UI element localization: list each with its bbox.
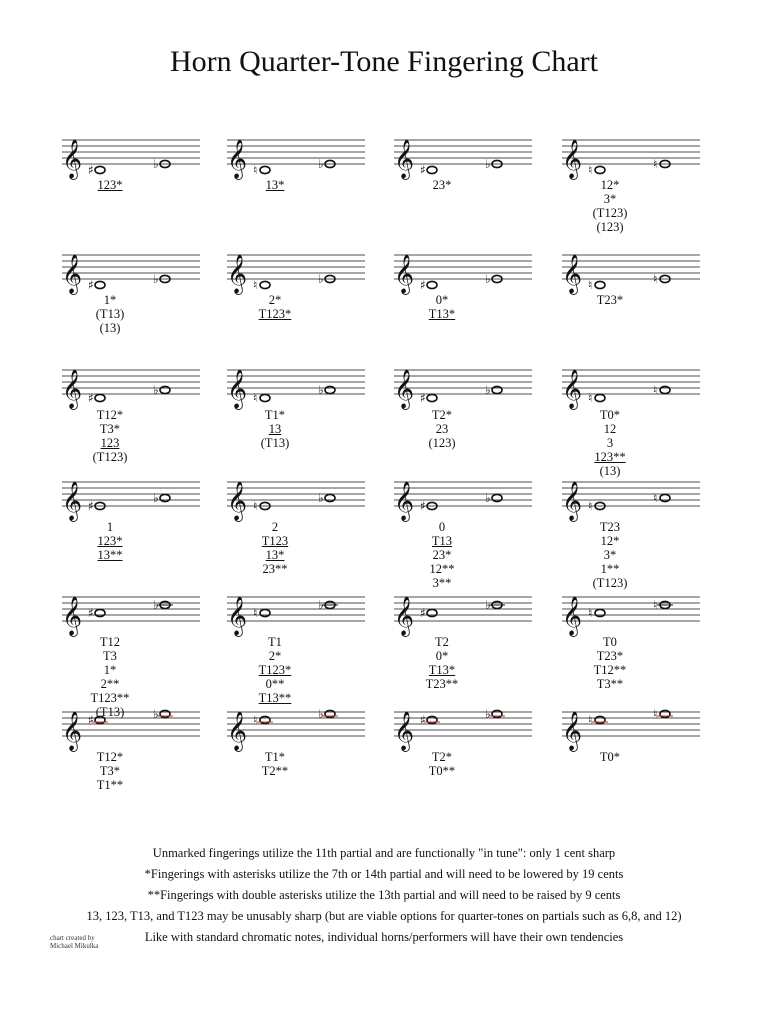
fingering-cell	[500, 128, 670, 258]
fingering: (T123)	[592, 206, 628, 220]
fingering: T3**	[596, 677, 624, 691]
fingering: 3*	[603, 192, 617, 206]
fingering: T23*	[596, 649, 624, 663]
fingering-list	[560, 293, 660, 307]
accidental-icon: ♭	[153, 707, 159, 721]
fingering: T123*	[258, 663, 292, 677]
fingering: (T13)	[260, 436, 290, 450]
treble-clef-icon: 𝄞	[62, 711, 83, 751]
fingering-cell	[0, 470, 170, 600]
fingering: T2*	[431, 408, 453, 422]
treble-clef-icon: 𝄞	[62, 481, 83, 521]
accidental-icon: ♭	[318, 383, 324, 397]
accidental-icon: ♯	[88, 278, 94, 292]
fingering-list	[60, 408, 160, 464]
treble-clef-icon: 𝄞	[394, 254, 415, 294]
accidental-icon: ♯	[88, 391, 94, 405]
accidental-icon: ♮	[253, 606, 258, 620]
fingering: 2	[271, 520, 279, 534]
credit-line: chart created by	[50, 934, 95, 942]
treble-clef-icon: 𝄞	[394, 139, 415, 179]
fingering-list	[225, 178, 325, 192]
fingering: 123*	[97, 178, 123, 192]
fingering: 1*	[103, 293, 117, 307]
fingering: T2	[435, 635, 449, 649]
accidental-icon: ♯	[88, 163, 94, 177]
accidental-icon: ♭	[318, 491, 324, 505]
fingering: 123*	[97, 534, 123, 548]
fingering: T23	[599, 520, 621, 534]
fingering: 13**	[97, 548, 123, 562]
fingering: 123**	[594, 450, 626, 464]
fingering: T0**	[428, 764, 456, 778]
accidental-icon: ♮	[253, 713, 258, 727]
treble-clef-icon: 𝄞	[562, 596, 583, 636]
fingering: (13)	[99, 321, 121, 335]
fingering-list	[225, 750, 325, 778]
fingering-list	[392, 520, 492, 590]
fingering: 23**	[262, 562, 288, 576]
fingering-list	[560, 750, 660, 764]
fingering-list	[225, 520, 325, 576]
note-head	[260, 716, 270, 723]
fingering-cell	[332, 358, 502, 488]
note-tendencies: Like with standard chromatic notes, individual horns/performers will have their own tendencies	[144, 930, 624, 944]
page-title: Horn Quarter-Tone Fingering Chart	[169, 45, 598, 78]
treble-clef-icon: 𝄞	[394, 596, 415, 636]
treble-clef-icon: 𝄞	[227, 369, 248, 409]
fingering-list	[60, 520, 160, 562]
fingering: T3	[103, 649, 117, 663]
fingering: 13	[268, 422, 282, 436]
fingering: T0*	[599, 408, 621, 422]
note-single-asterisk: *Fingerings with asterisks utilize the 7th or 14th partial and will need to be lowered by 19 cents	[144, 867, 624, 881]
fingering-cell	[500, 243, 670, 373]
note-head	[427, 166, 437, 173]
fingering: T13**	[258, 691, 292, 705]
note-head	[595, 166, 605, 173]
note-head	[427, 394, 437, 401]
fingering: T1**	[96, 778, 124, 792]
accidental-icon: ♮	[253, 391, 258, 405]
fingering: T123	[261, 534, 289, 548]
accidental-icon: ♯	[88, 713, 94, 727]
accidental-icon: ♮	[588, 278, 593, 292]
fingering-cell	[165, 243, 335, 373]
fingering-list	[392, 750, 492, 778]
fingering-list	[225, 408, 325, 450]
accidental-icon: ♭	[485, 491, 491, 505]
fingering-cell	[165, 470, 335, 600]
fingering-list	[560, 178, 660, 234]
accidental-icon: ♭	[153, 383, 159, 397]
note-head	[95, 716, 105, 723]
accidental-icon: ♮	[653, 157, 658, 171]
fingering-cell	[165, 358, 335, 488]
note-head	[595, 609, 605, 616]
fingering: T13*	[428, 307, 456, 321]
accidental-icon: ♯	[88, 499, 94, 513]
fingering: 0**	[265, 677, 285, 691]
fingering: T2*	[431, 750, 453, 764]
fingering-list	[225, 635, 325, 705]
note-head	[660, 494, 670, 501]
treble-clef-icon: 𝄞	[62, 369, 83, 409]
accidental-icon: ♭	[485, 272, 491, 286]
treble-clef-icon: 𝄞	[394, 481, 415, 521]
fingering-cell	[332, 243, 502, 373]
note-head	[260, 609, 270, 616]
note-head	[595, 394, 605, 401]
fingering: (T123)	[92, 450, 128, 464]
fingering: 0	[438, 520, 446, 534]
fingering-cell	[500, 470, 670, 600]
fingering: T123**	[90, 691, 130, 705]
credit	[50, 934, 98, 950]
fingering: 0*	[435, 649, 449, 663]
fingering-cell	[332, 470, 502, 600]
accidental-icon: ♮	[253, 499, 258, 513]
note-sharp-warning: 13, 123, T13, and T123 may be unusably sharp (but are viable options for quarter-tones on partials such as 6,8, and 12)	[86, 909, 682, 923]
fingering-list	[392, 635, 492, 691]
fingering: T0*	[599, 750, 621, 764]
accidental-icon: ♮	[588, 499, 593, 513]
treble-clef-icon: 𝄞	[62, 254, 83, 294]
accidental-icon: ♮	[653, 491, 658, 505]
note-head	[595, 281, 605, 288]
accidental-icon: ♯	[420, 499, 426, 513]
note-head	[427, 609, 437, 616]
fingering-cell	[165, 585, 335, 715]
note-head	[427, 281, 437, 288]
fingering-cell	[332, 700, 502, 830]
fingering: 3**	[432, 576, 452, 590]
fingering-cell	[332, 128, 502, 258]
fingering-list	[60, 750, 160, 792]
fingering-cell	[0, 700, 170, 830]
fingering-cell	[165, 128, 335, 258]
fingering: (123)	[596, 220, 624, 234]
fingering: 0*	[435, 293, 449, 307]
fingering: 1**	[600, 562, 620, 576]
accidental-icon: ♭	[485, 707, 491, 721]
treble-clef-icon: 𝄞	[227, 596, 248, 636]
accidental-icon: ♮	[253, 278, 258, 292]
fingering-list	[392, 178, 492, 192]
fingering: 2**	[100, 677, 120, 691]
fingering-list	[560, 520, 660, 590]
accidental-icon: ♮	[588, 606, 593, 620]
footnotes	[0, 843, 768, 948]
note-head	[260, 281, 270, 288]
treble-clef-icon: 𝄞	[562, 369, 583, 409]
fingering: (T13)	[95, 705, 125, 719]
treble-clef-icon: 𝄞	[394, 369, 415, 409]
fingering-cell	[165, 700, 335, 830]
note-head	[660, 386, 670, 393]
fingering: 23*	[432, 548, 452, 562]
accidental-icon: ♯	[420, 278, 426, 292]
fingering: T12*	[96, 750, 124, 764]
fingering: T13*	[428, 663, 456, 677]
note-head	[660, 710, 670, 717]
accidental-icon: ♮	[653, 598, 658, 612]
fingering: 13*	[265, 178, 285, 192]
fingering-list	[60, 178, 160, 192]
accidental-icon: ♯	[420, 391, 426, 405]
treble-clef-icon: 𝄞	[562, 711, 583, 751]
accidental-icon: ♯	[420, 713, 426, 727]
fingering: T12	[99, 635, 121, 649]
accidental-icon: ♮	[588, 163, 593, 177]
accidental-icon: ♮	[653, 383, 658, 397]
treble-clef-icon: 𝄞	[227, 481, 248, 521]
accidental-icon: ♮	[653, 272, 658, 286]
accidental-icon: ♮	[588, 713, 593, 727]
fingering: 12*	[600, 178, 620, 192]
accidental-icon: ♮	[253, 163, 258, 177]
fingering: 12	[603, 422, 617, 436]
fingering: T1*	[264, 750, 286, 764]
accidental-icon: ♭	[485, 157, 491, 171]
fingering-list	[225, 293, 325, 321]
fingering: T23*	[596, 293, 624, 307]
accidental-icon: ♭	[485, 598, 491, 612]
accidental-icon: ♭	[318, 598, 324, 612]
accidental-icon: ♭	[153, 598, 159, 612]
fingering-cell	[0, 585, 170, 719]
accidental-icon: ♮	[588, 391, 593, 405]
treble-clef-icon: 𝄞	[562, 139, 583, 179]
fingering: 1	[106, 520, 114, 534]
fingering: T12*	[96, 408, 124, 422]
treble-clef-icon: 𝄞	[227, 711, 248, 751]
fingering: 2*	[268, 293, 282, 307]
treble-clef-icon: 𝄞	[62, 596, 83, 636]
note-head	[95, 609, 105, 616]
fingering: 2*	[268, 649, 282, 663]
note-head	[595, 716, 605, 723]
accidental-icon: ♭	[485, 383, 491, 397]
fingering: 3	[606, 436, 614, 450]
note-head	[95, 166, 105, 173]
accidental-icon: ♭	[318, 707, 324, 721]
fingering: T13	[431, 534, 453, 548]
fingering: 123	[100, 436, 120, 450]
fingering-cell	[332, 585, 502, 715]
fingering: T12**	[593, 663, 627, 677]
fingering-cell	[0, 128, 170, 258]
fingering: 12*	[600, 534, 620, 548]
fingering: T1*	[264, 408, 286, 422]
fingering-cell	[500, 585, 670, 715]
accidental-icon: ♭	[153, 272, 159, 286]
treble-clef-icon: 𝄞	[227, 254, 248, 294]
fingering: 23*	[432, 178, 452, 192]
accidental-icon: ♮	[653, 707, 658, 721]
fingering-cell	[0, 358, 170, 488]
accidental-icon: ♯	[88, 606, 94, 620]
fingering-list	[60, 293, 160, 335]
fingering: (123)	[428, 436, 456, 450]
fingering-cell	[500, 358, 670, 488]
accidental-icon: ♯	[420, 606, 426, 620]
accidental-icon: ♭	[153, 491, 159, 505]
note-head	[260, 166, 270, 173]
accidental-icon: ♭	[318, 272, 324, 286]
note-head	[95, 394, 105, 401]
fingering: T0	[603, 635, 617, 649]
fingering: 23	[435, 422, 449, 436]
fingering: 13*	[265, 548, 285, 562]
fingering: T3*	[99, 764, 121, 778]
fingering: T23**	[425, 677, 459, 691]
fingering: 12**	[429, 562, 455, 576]
fingering: (13)	[599, 464, 621, 478]
treble-clef-icon: 𝄞	[62, 139, 83, 179]
fingering: T1	[268, 635, 282, 649]
fingering: T123*	[258, 307, 292, 321]
fingering-cell	[500, 700, 670, 830]
accidental-icon: ♭	[318, 157, 324, 171]
fingering: 3*	[603, 548, 617, 562]
fingering-list	[560, 408, 660, 478]
treble-clef-icon: 𝄞	[562, 254, 583, 294]
fingering-list	[560, 635, 660, 691]
note-head	[95, 281, 105, 288]
note-unmarked: Unmarked fingerings utilize the 11th partial and are functionally "in tune": only 1 cent sharp	[152, 846, 616, 860]
fingering: (T13)	[95, 307, 125, 321]
fingering: T3*	[99, 422, 121, 436]
accidental-icon: ♭	[153, 157, 159, 171]
fingering-list	[392, 293, 492, 321]
fingering-list	[392, 408, 492, 450]
fingering: 1*	[103, 663, 117, 677]
fingering-cell	[0, 243, 170, 373]
fingering: T2**	[261, 764, 289, 778]
treble-clef-icon: 𝄞	[562, 481, 583, 521]
treble-clef-icon: 𝄞	[227, 139, 248, 179]
note-head	[260, 394, 270, 401]
note-double-asterisk: **Fingerings with double asterisks utilize the 13th partial and will need to be raised by 9 cents	[147, 888, 621, 902]
treble-clef-icon: 𝄞	[394, 711, 415, 751]
fingering: (T123)	[592, 576, 628, 590]
note-head	[427, 716, 437, 723]
credit-author: Michael Mikulka	[50, 942, 99, 950]
accidental-icon: ♯	[420, 163, 426, 177]
